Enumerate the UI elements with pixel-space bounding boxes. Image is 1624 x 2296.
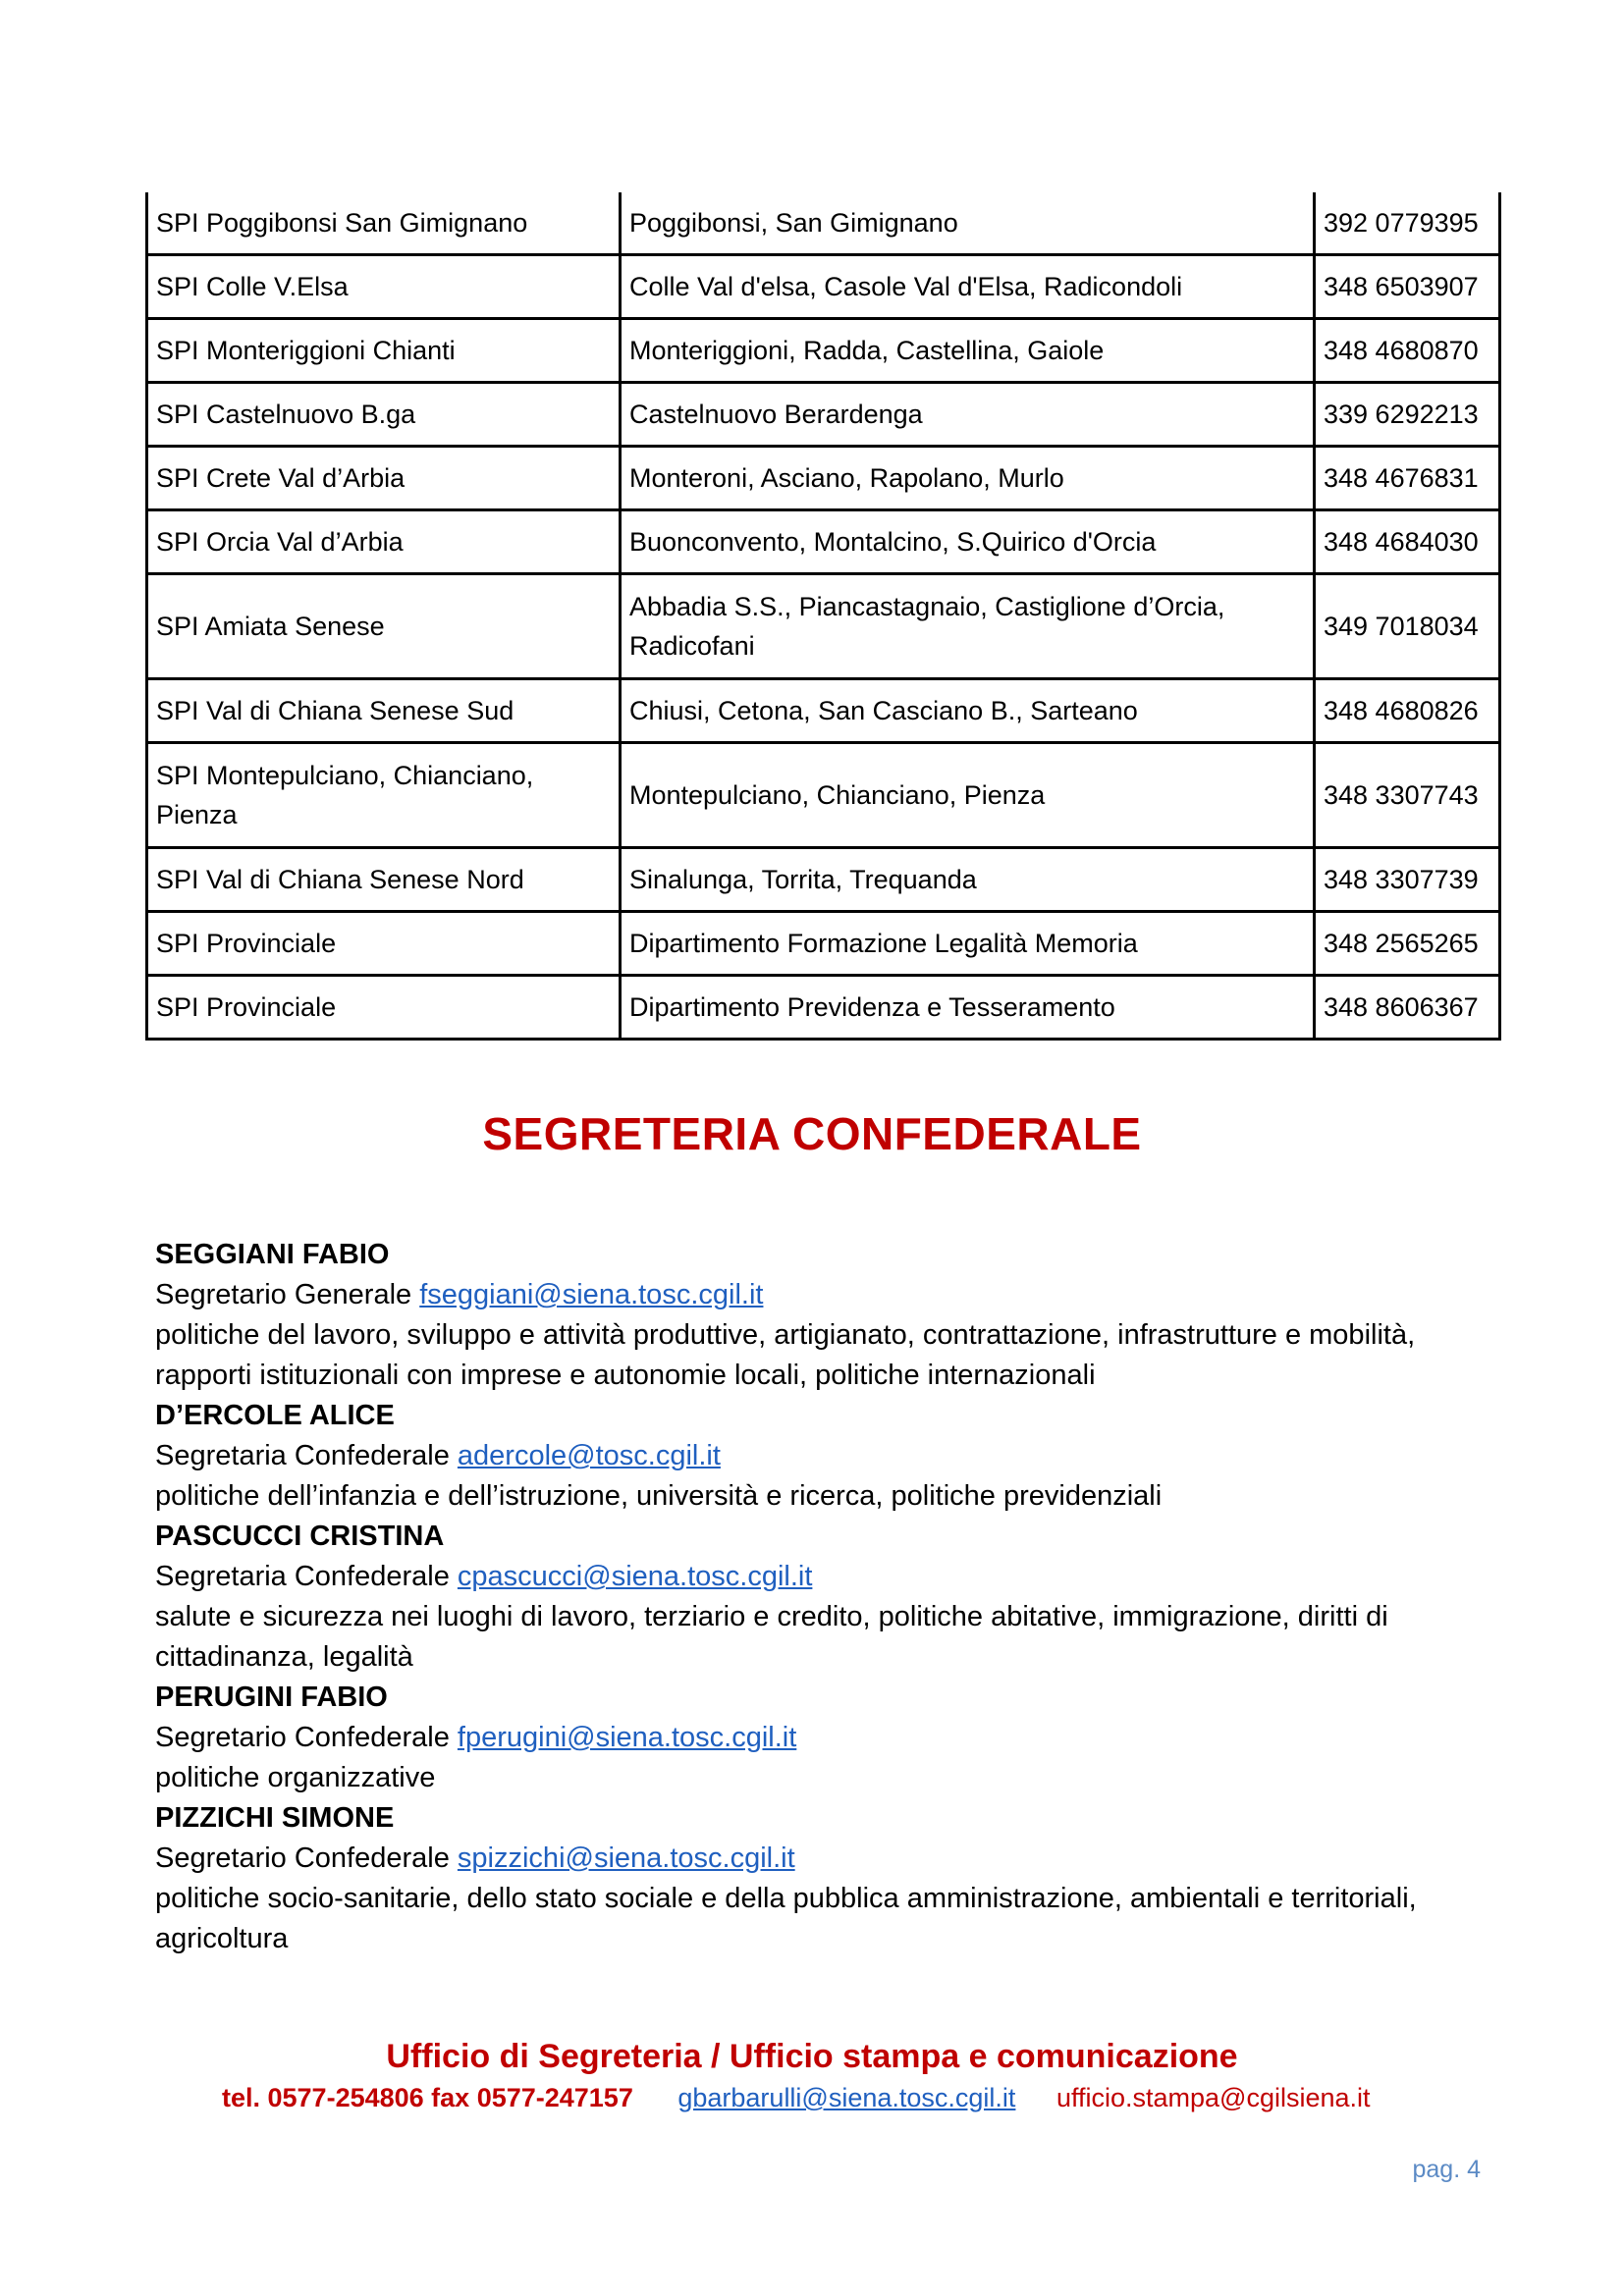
table-row [147,848,1500,912]
office-phone: 348 8606367 [1315,976,1500,1040]
person-entry [155,1678,1471,1798]
office-phone: 349 7018034 [1315,574,1500,679]
office-name: SPI Amiata Senese [147,574,621,679]
office-area: Abbadia S.S., Piancastagnaio, Castiglione d’Orcia, Radicofani [621,574,1315,679]
table-row [147,255,1500,319]
person-email-link[interactable]: cpascucci@siena.tosc.cgil.it [457,1561,813,1592]
person-entry [155,1798,1471,1959]
office-name: SPI Crete Val d’Arbia [147,447,621,510]
office-phone: 348 3307739 [1315,848,1500,912]
office-area: Chiusi, Cetona, San Casciano B., Sarteano [621,679,1315,743]
person-description: politiche del lavoro, sviluppo e attività produttive, artigianato, contrattazione, infrastrutture e mobilità, rapporti istituzionali con imprese e autonomie locali, politiche internazionali [155,1319,1416,1391]
footer-phone-fax: tel. 0577-254806 fax 0577-247157 [222,2083,633,2112]
person-name: PERUGINI FABIO [155,1682,388,1713]
office-phone: 339 6292213 [1315,383,1500,447]
people-list [155,1235,1471,1959]
office-area: Montepulciano, Chianciano, Pienza [621,743,1315,848]
table-row [147,319,1500,383]
office-area: Dipartimento Formazione Legalità Memoria [621,912,1315,976]
person-email-link[interactable]: adercole@tosc.cgil.it [457,1440,721,1471]
table-row [147,447,1500,510]
office-name: SPI Castelnuovo B.ga [147,383,621,447]
office-name: SPI Provinciale [147,912,621,976]
office-name: SPI Poggibonsi San Gimignano [147,192,621,255]
office-name: SPI Val di Chiana Senese Sud [147,679,621,743]
person-description: politiche dell’infanzia e dell’istruzione, università e ricerca, politiche previdenziali [155,1480,1163,1512]
person-email-link[interactable]: fseggiani@siena.tosc.cgil.it [419,1279,764,1310]
person-description: politiche socio-sanitarie, dello stato sociale e della pubblica amministrazione, ambientali e territoriali, agricoltura [155,1883,1417,1954]
table-row [147,743,1500,848]
contacts-table [145,192,1501,1041]
person-role: Segretario Generale [155,1279,412,1310]
person-description: politiche organizzative [155,1762,436,1793]
person-entry [155,1517,1471,1678]
person-entry [155,1235,1471,1396]
person-name: PIZZICHI SIMONE [155,1802,395,1834]
section-title: SEGRETERIA CONFEDERALE [482,1108,1142,1159]
footer-email-link[interactable]: gbarbarulli@siena.tosc.cgil.it [677,2083,1016,2112]
office-phone: 348 2565265 [1315,912,1500,976]
office-area: Dipartimento Previdenza e Tesseramento [621,976,1315,1040]
office-area: Buonconvento, Montalcino, S.Quirico d'Orcia [621,510,1315,574]
office-name: SPI Orcia Val d’Arbia [147,510,621,574]
person-name: D’ERCOLE ALICE [155,1400,395,1431]
office-name: SPI Colle V.Elsa [147,255,621,319]
person-role: Segretaria Confederale [155,1561,450,1592]
office-area: Colle Val d'elsa, Casole Val d'Elsa, Radicondoli [621,255,1315,319]
office-name: SPI Val di Chiana Senese Nord [147,848,621,912]
person-entry [155,1396,1471,1517]
office-phone: 348 4680870 [1315,319,1500,383]
office-phone: 348 3307743 [1315,743,1500,848]
table-row [147,912,1500,976]
office-area: Monteriggioni, Radda, Castellina, Gaiole [621,319,1315,383]
table-row [147,574,1500,679]
person-email-link[interactable]: spizzichi@siena.tosc.cgil.it [457,1842,795,1874]
office-name: SPI Monteriggioni Chianti [147,319,621,383]
office-area: Monteroni, Asciano, Rapolano, Murlo [621,447,1315,510]
office-phone: 348 6503907 [1315,255,1500,319]
office-name: SPI Provinciale [147,976,621,1040]
office-area: Castelnuovo Berardenga [621,383,1315,447]
table-row [147,192,1500,255]
office-phone: 348 4680826 [1315,679,1500,743]
office-phone: 348 4676831 [1315,447,1500,510]
person-role: Segretario Confederale [155,1722,450,1753]
footer-title: Ufficio di Segreteria / Ufficio stampa e comunicazione [386,2038,1238,2075]
table-row [147,679,1500,743]
office-area: Poggibonsi, San Gimignano [621,192,1315,255]
table-row [147,383,1500,447]
person-role: Segretaria Confederale [155,1440,450,1471]
footer-press-email: ufficio.stampa@cgilsiena.it [1056,2083,1371,2112]
person-description: salute e sicurezza nei luoghi di lavoro, terziario e credito, politiche abitative, immigrazione, diritti di cittadinanza, legalità [155,1601,1388,1673]
office-phone: 348 4684030 [1315,510,1500,574]
person-role: Segretario Confederale [155,1842,450,1874]
person-name: SEGGIANI FABIO [155,1239,390,1270]
office-name: SPI Montepulciano, Chianciano, Pienza [147,743,621,848]
footer-contacts [222,2083,1371,2113]
person-name: PASCUCCI CRISTINA [155,1521,445,1552]
page-number: pag. 4 [1412,2156,1481,2183]
table-row [147,976,1500,1040]
office-area: Sinalunga, Torrita, Trequanda [621,848,1315,912]
person-email-link[interactable]: fperugini@siena.tosc.cgil.it [457,1722,797,1753]
table-row [147,510,1500,574]
office-phone: 392 0779395 [1315,192,1500,255]
